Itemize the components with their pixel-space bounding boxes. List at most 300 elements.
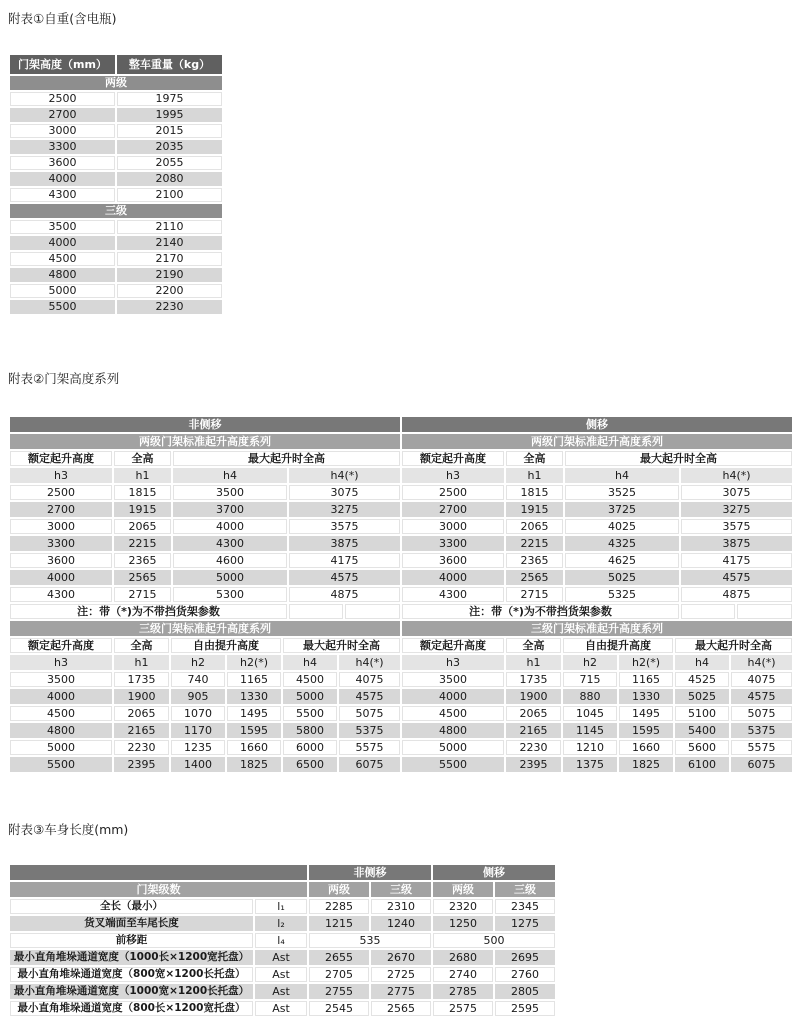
data-value: 2230 — [114, 740, 169, 755]
group-header: 自由提升高度 — [171, 638, 281, 653]
shift-band-left: 非侧移 — [10, 417, 400, 432]
level-header: 门架级数 — [10, 882, 307, 897]
data-value: 4800 — [10, 723, 112, 738]
data-value: 1375 — [563, 757, 617, 772]
data-value: 1915 — [506, 502, 563, 517]
sub-header: h1 — [114, 468, 171, 483]
data-value: 5375 — [731, 723, 792, 738]
data-value: 880 — [563, 689, 617, 704]
data-value: 3725 — [565, 502, 679, 517]
group-header: 最大起升时全高 — [565, 451, 792, 466]
group-header: 全高 — [114, 638, 169, 653]
data-value: 5075 — [339, 706, 400, 721]
dimension-label: 最小直角堆垛通道宽度（800长×1200宽托盘） — [10, 1001, 253, 1016]
data-value: 1070 — [171, 706, 225, 721]
data-value: 2285 — [309, 899, 369, 914]
level-col: 三级 — [371, 882, 431, 897]
data-value: 5500 — [283, 706, 337, 721]
data-value: 4175 — [681, 553, 792, 568]
data-value: 5000 — [283, 689, 337, 704]
data-value: 6075 — [339, 757, 400, 772]
data-value: 3600 — [10, 553, 112, 568]
two-stage-mast-table — [8, 415, 794, 621]
group-header: 全高 — [506, 451, 563, 466]
mast-height-value: 4300 — [10, 188, 115, 202]
mast-height-value: 4000 — [10, 172, 115, 186]
group-header: 全高 — [114, 451, 171, 466]
data-value: 2575 — [433, 1001, 493, 1016]
data-value: 4075 — [339, 672, 400, 687]
data-value: 1900 — [506, 689, 561, 704]
mast-height-value: 3600 — [10, 156, 115, 170]
mast-height-value: 5500 — [10, 300, 115, 314]
weight-value: 1995 — [117, 108, 222, 122]
data-value: 2165 — [506, 723, 561, 738]
data-value: 2395 — [114, 757, 169, 772]
data-value: 6500 — [283, 757, 337, 772]
sub-header: h4 — [283, 655, 337, 670]
data-value: 4000 — [10, 689, 112, 704]
sub-header: h3 — [10, 468, 112, 483]
series-band: 两级门架标准起升高度系列 — [402, 434, 792, 449]
data-value: 1165 — [227, 672, 281, 687]
data-value: 3300 — [10, 536, 112, 551]
sub-header: h2 — [171, 655, 225, 670]
data-value: 6075 — [731, 757, 792, 772]
col-header-mast-height: 门架高度（mm） — [10, 55, 115, 74]
level-col: 三级 — [495, 882, 555, 897]
mast-height-value: 2500 — [10, 92, 115, 106]
data-value: 6000 — [283, 740, 337, 755]
weight-value: 2035 — [117, 140, 222, 154]
data-value: 2805 — [495, 984, 555, 999]
group-header: 额定起升高度 — [10, 638, 112, 653]
data-value: 3300 — [402, 536, 504, 551]
data-value: 1170 — [171, 723, 225, 738]
sub-header-row — [10, 468, 792, 483]
data-value: 3500 — [173, 485, 287, 500]
data-value: 2065 — [506, 706, 561, 721]
sub-header: h3 — [402, 655, 504, 670]
data-value: 2755 — [309, 984, 369, 999]
level-col: 两级 — [433, 882, 493, 897]
data-row — [10, 519, 792, 534]
data-value: 535 — [309, 933, 431, 948]
data-value: 3500 — [402, 672, 504, 687]
data-value: 2785 — [433, 984, 493, 999]
group-header-row — [10, 638, 792, 653]
col-header-truck-weight: 整车重量（kg） — [117, 55, 222, 74]
blank-corner — [10, 865, 307, 880]
empty-cell — [345, 604, 400, 619]
data-value: 4525 — [675, 672, 729, 687]
stage-band: 两级 — [10, 76, 222, 90]
dimension-label: 最小直角堆垛通道宽度（800宽×1200长托盘） — [10, 967, 253, 982]
data-value: 4300 — [173, 536, 287, 551]
sub-header: h4(*) — [731, 655, 792, 670]
shift-band-left: 非侧移 — [309, 865, 431, 880]
data-row — [10, 140, 222, 154]
weight-value: 2200 — [117, 284, 222, 298]
data-row — [10, 268, 222, 282]
data-value: 2595 — [495, 1001, 555, 1016]
dimension-symbol: l₂ — [255, 916, 307, 931]
data-value: 4325 — [565, 536, 679, 551]
data-value: 5000 — [402, 740, 504, 755]
data-value: 4875 — [681, 587, 792, 602]
sub-header: h4 — [173, 468, 287, 483]
dimension-label: 前移距 — [10, 933, 253, 948]
top-band-row — [10, 865, 555, 880]
data-row — [10, 502, 792, 517]
series-band: 三级门架标准起升高度系列 — [10, 621, 400, 636]
data-row — [10, 706, 792, 721]
data-value: 2680 — [433, 950, 493, 965]
data-value: 4175 — [289, 553, 400, 568]
data-value: 2395 — [506, 757, 561, 772]
data-value: 3875 — [681, 536, 792, 551]
dimension-symbol: Ast — [255, 1001, 307, 1016]
data-value: 1045 — [563, 706, 617, 721]
dimension-label: 全长（最小） — [10, 899, 253, 914]
dimension-label: 最小直角堆垛通道宽度（1000长×1200宽托盘） — [10, 950, 253, 965]
data-row — [10, 723, 792, 738]
data-value: 5025 — [565, 570, 679, 585]
weight-value: 2190 — [117, 268, 222, 282]
mast-height-value: 4500 — [10, 252, 115, 266]
data-value: 3575 — [681, 519, 792, 534]
sub-header: h1 — [506, 468, 563, 483]
data-value: 1825 — [619, 757, 673, 772]
data-row — [10, 984, 555, 999]
dimension-symbol: l₁ — [255, 899, 307, 914]
data-value: 1330 — [619, 689, 673, 704]
dimension-symbol: l₄ — [255, 933, 307, 948]
data-value: 2715 — [114, 587, 171, 602]
sub-header: h4 — [675, 655, 729, 670]
level-header-row — [10, 882, 555, 897]
data-row — [10, 236, 222, 250]
data-value: 1165 — [619, 672, 673, 687]
data-value: 1215 — [309, 916, 369, 931]
data-value: 5100 — [675, 706, 729, 721]
group-header-row — [10, 451, 792, 466]
data-value: 1735 — [506, 672, 561, 687]
group-header: 额定起升高度 — [402, 638, 504, 653]
data-row — [10, 950, 555, 965]
data-value: 3600 — [402, 553, 504, 568]
data-value: 1275 — [495, 916, 555, 931]
data-value: 1735 — [114, 672, 169, 687]
data-value: 5075 — [731, 706, 792, 721]
data-value: 2695 — [495, 950, 555, 965]
data-value: 4000 — [402, 689, 504, 704]
note-row — [10, 604, 792, 619]
weight-value: 2055 — [117, 156, 222, 170]
data-value: 2670 — [371, 950, 431, 965]
note-text: 注：带（*)为不带挡货架参数 — [10, 604, 287, 619]
data-value: 2215 — [114, 536, 171, 551]
data-row — [10, 689, 792, 704]
sub-header: h3 — [402, 468, 504, 483]
dimension-label: 最小直角堆垛通道宽度（1000宽×1200长托盘） — [10, 984, 253, 999]
data-row — [10, 967, 555, 982]
data-row — [10, 570, 792, 585]
data-row — [10, 284, 222, 298]
empty-cell — [289, 604, 343, 619]
data-row — [10, 156, 222, 170]
weight-value: 2170 — [117, 252, 222, 266]
series-band: 三级门架标准起升高度系列 — [402, 621, 792, 636]
data-value: 2310 — [371, 899, 431, 914]
sub-header: h1 — [506, 655, 561, 670]
sub-header: h4 — [565, 468, 679, 483]
data-value: 3000 — [10, 519, 112, 534]
data-value: 3700 — [173, 502, 287, 517]
sub-header: h2 — [563, 655, 617, 670]
data-row — [10, 933, 555, 948]
data-value: 3000 — [402, 519, 504, 534]
group-header: 最大起升时全高 — [173, 451, 400, 466]
data-value: 1915 — [114, 502, 171, 517]
data-value: 2065 — [114, 519, 171, 534]
data-value: 5325 — [565, 587, 679, 602]
data-value: 1210 — [563, 740, 617, 755]
data-value: 4575 — [731, 689, 792, 704]
data-value: 5575 — [731, 740, 792, 755]
group-header: 全高 — [506, 638, 561, 653]
sub-header: h4(*) — [681, 468, 792, 483]
mast-height-value: 5000 — [10, 284, 115, 298]
data-row — [10, 587, 792, 602]
band-row — [10, 76, 222, 90]
data-value: 2565 — [114, 570, 171, 585]
data-value: 4575 — [681, 570, 792, 585]
body-length-table — [8, 863, 557, 1018]
band-row — [10, 204, 222, 218]
data-value: 1145 — [563, 723, 617, 738]
sub-header: h4(*) — [289, 468, 400, 483]
data-value: 2230 — [506, 740, 561, 755]
weight-value: 2140 — [117, 236, 222, 250]
data-value: 1235 — [171, 740, 225, 755]
table3-title: 附表③车身长度(mm) — [8, 822, 129, 837]
data-value: 3500 — [10, 672, 112, 687]
data-value: 1595 — [227, 723, 281, 738]
data-value: 740 — [171, 672, 225, 687]
data-value: 4000 — [173, 519, 287, 534]
data-value: 1240 — [371, 916, 431, 931]
data-value: 2365 — [114, 553, 171, 568]
data-value: 500 — [433, 933, 555, 948]
group-header: 额定起升高度 — [402, 451, 504, 466]
data-value: 3275 — [681, 502, 792, 517]
data-row — [10, 1001, 555, 1016]
data-value: 4000 — [10, 570, 112, 585]
data-value: 1595 — [619, 723, 673, 738]
data-value: 3075 — [681, 485, 792, 500]
weight-value: 2110 — [117, 220, 222, 234]
data-row — [10, 220, 222, 234]
data-value: 4575 — [339, 689, 400, 704]
data-value: 4500 — [10, 706, 112, 721]
data-value: 905 — [171, 689, 225, 704]
data-value: 5800 — [283, 723, 337, 738]
dimension-symbol: Ast — [255, 950, 307, 965]
data-value: 1330 — [227, 689, 281, 704]
data-value: 5000 — [173, 570, 287, 585]
data-value: 4600 — [173, 553, 287, 568]
weight-value: 2080 — [117, 172, 222, 186]
data-value: 2545 — [309, 1001, 369, 1016]
data-row — [10, 740, 792, 755]
data-value: 4300 — [10, 587, 112, 602]
data-value: 2065 — [114, 706, 169, 721]
sub-header: h3 — [10, 655, 112, 670]
data-value: 2565 — [506, 570, 563, 585]
data-value: 2320 — [433, 899, 493, 914]
dimension-symbol: Ast — [255, 984, 307, 999]
series-band-row — [10, 434, 792, 449]
sub-header: h1 — [114, 655, 169, 670]
data-value: 5500 — [10, 757, 112, 772]
data-value: 3275 — [289, 502, 400, 517]
data-value: 5025 — [675, 689, 729, 704]
data-row — [10, 300, 222, 314]
data-value: 2365 — [506, 553, 563, 568]
data-value: 4000 — [402, 570, 504, 585]
data-value: 1825 — [227, 757, 281, 772]
data-row — [10, 188, 222, 202]
data-row — [10, 108, 222, 122]
data-row — [10, 916, 555, 931]
data-row — [10, 899, 555, 914]
shift-band-right: 侧移 — [402, 417, 792, 432]
data-value: 2725 — [371, 967, 431, 982]
data-value: 4875 — [289, 587, 400, 602]
top-band-row — [10, 417, 792, 432]
table1-title: 附表①自重(含电瓶) — [8, 11, 117, 26]
weight-value: 2100 — [117, 188, 222, 202]
data-value: 4500 — [283, 672, 337, 687]
empty-cell — [737, 604, 792, 619]
data-value: 2700 — [402, 502, 504, 517]
group-header: 额定起升高度 — [10, 451, 112, 466]
sub-header: h4(*) — [339, 655, 400, 670]
stage-band: 三级 — [10, 204, 222, 218]
data-value: 2715 — [506, 587, 563, 602]
data-row — [10, 485, 792, 500]
three-stage-mast-table — [8, 619, 794, 774]
weight-value: 2015 — [117, 124, 222, 138]
data-value: 5400 — [675, 723, 729, 738]
data-row — [10, 536, 792, 551]
data-value: 1495 — [227, 706, 281, 721]
data-value: 2655 — [309, 950, 369, 965]
data-value: 5000 — [10, 740, 112, 755]
data-value: 1900 — [114, 689, 169, 704]
data-value: 4075 — [731, 672, 792, 687]
data-value: 5600 — [675, 740, 729, 755]
data-value: 4500 — [402, 706, 504, 721]
data-value: 3575 — [289, 519, 400, 534]
data-value: 5375 — [339, 723, 400, 738]
data-value: 2215 — [506, 536, 563, 551]
data-value: 6100 — [675, 757, 729, 772]
series-band-row — [10, 621, 792, 636]
data-value: 2760 — [495, 967, 555, 982]
shift-band-right: 侧移 — [433, 865, 555, 880]
data-value: 5575 — [339, 740, 400, 755]
data-value: 5300 — [173, 587, 287, 602]
sub-header: h2(*) — [619, 655, 673, 670]
header-row — [10, 55, 222, 74]
mast-height-value: 3000 — [10, 124, 115, 138]
data-value: 2065 — [506, 519, 563, 534]
data-value: 2775 — [371, 984, 431, 999]
data-value: 1815 — [114, 485, 171, 500]
data-value: 2705 — [309, 967, 369, 982]
data-value: 4575 — [289, 570, 400, 585]
data-value: 4625 — [565, 553, 679, 568]
data-value: 2700 — [10, 502, 112, 517]
data-value: 2740 — [433, 967, 493, 982]
level-col: 两级 — [309, 882, 369, 897]
data-value: 1660 — [227, 740, 281, 755]
note-text: 注：带（*)为不带挡货架参数 — [402, 604, 679, 619]
dimension-label: 货叉端面至车尾长度 — [10, 916, 253, 931]
data-value: 2500 — [402, 485, 504, 500]
weight-value: 1975 — [117, 92, 222, 106]
mast-height-value: 4800 — [10, 268, 115, 282]
data-value: 4300 — [402, 587, 504, 602]
data-row — [10, 757, 792, 772]
mast-height-value: 3300 — [10, 140, 115, 154]
group-header: 最大起升时全高 — [675, 638, 792, 653]
weight-value: 2230 — [117, 300, 222, 314]
data-value: 2500 — [10, 485, 112, 500]
mast-height-value: 2700 — [10, 108, 115, 122]
data-value: 1495 — [619, 706, 673, 721]
data-row — [10, 252, 222, 266]
empty-cell — [681, 604, 735, 619]
series-band: 两级门架标准起升高度系列 — [10, 434, 400, 449]
data-value: 4025 — [565, 519, 679, 534]
data-value: 715 — [563, 672, 617, 687]
sub-header: h2(*) — [227, 655, 281, 670]
data-row — [10, 124, 222, 138]
data-row — [10, 672, 792, 687]
data-value: 3875 — [289, 536, 400, 551]
sub-header-row — [10, 655, 792, 670]
data-value: 5500 — [402, 757, 504, 772]
data-row — [10, 172, 222, 186]
data-value: 1400 — [171, 757, 225, 772]
mast-height-value: 4000 — [10, 236, 115, 250]
dimension-symbol: Ast — [255, 967, 307, 982]
data-value: 4800 — [402, 723, 504, 738]
data-value: 3075 — [289, 485, 400, 500]
self-weight-table — [8, 53, 224, 316]
mast-height-value: 3500 — [10, 220, 115, 234]
data-row — [10, 553, 792, 568]
data-value: 2565 — [371, 1001, 431, 1016]
data-value: 1250 — [433, 916, 493, 931]
data-value: 3525 — [565, 485, 679, 500]
data-value: 1815 — [506, 485, 563, 500]
data-value: 2345 — [495, 899, 555, 914]
data-row — [10, 92, 222, 106]
